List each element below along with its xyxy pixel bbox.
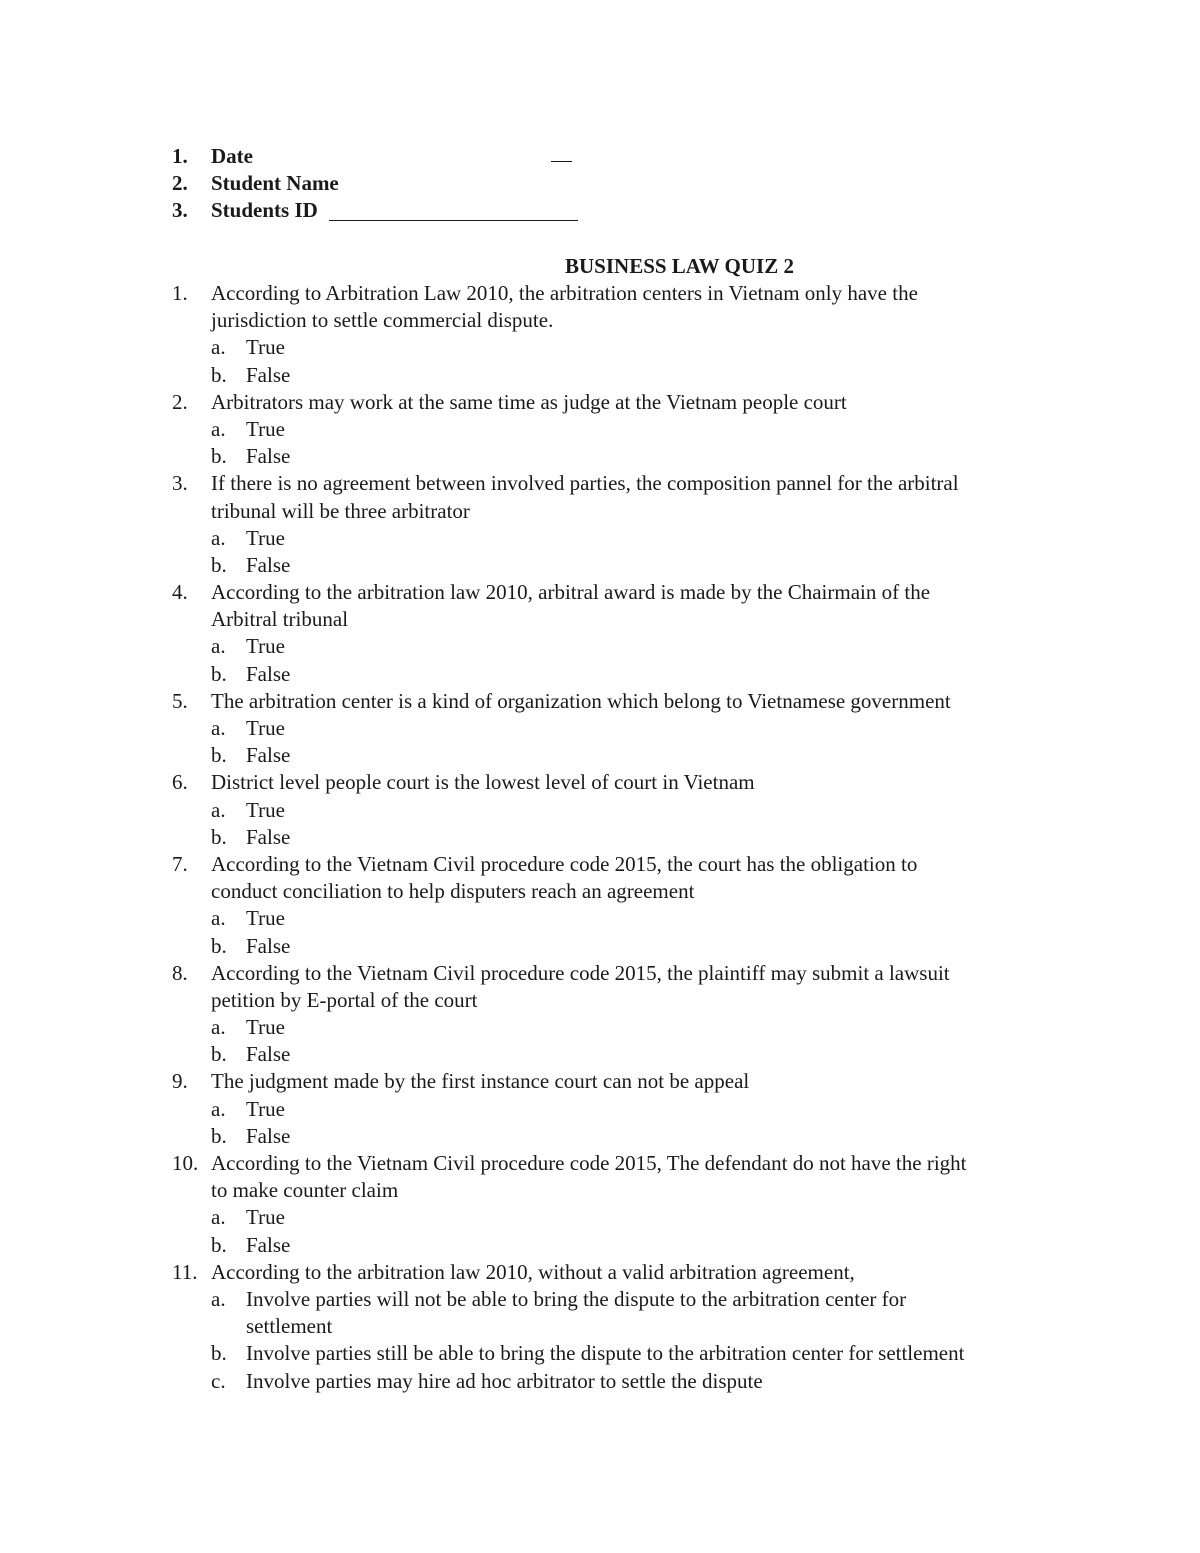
option-text: True <box>246 335 285 360</box>
option-letter: c. <box>211 1368 226 1393</box>
option-text: Involve parties will not be able to bring the dispute to the arbitration center for <box>246 1286 907 1311</box>
question-line <box>172 470 1072 497</box>
question-number: 1. <box>172 281 188 305</box>
answer-option <box>172 1123 1072 1150</box>
answer-option <box>172 362 1072 389</box>
option-letter: b. <box>211 552 227 577</box>
question-line-continued <box>172 307 1072 334</box>
date-label: Date <box>211 144 253 168</box>
option-text: False <box>246 743 291 768</box>
option-letter: b. <box>211 1042 227 1067</box>
question-text: The judgment made by the first instance court can not be appeal <box>211 1069 750 1094</box>
answer-option <box>172 824 1072 851</box>
option-text: True <box>246 797 285 822</box>
question-line <box>172 688 1072 715</box>
question-item <box>172 280 1072 389</box>
answer-option <box>172 1286 1072 1313</box>
option-text: False <box>246 824 291 849</box>
question-number: 10. <box>172 1151 199 1175</box>
question-text: to make counter claim <box>211 1178 399 1203</box>
option-letter: a. <box>211 335 226 360</box>
question-item <box>172 688 1072 770</box>
question-line <box>172 960 1072 987</box>
option-text: settlement <box>246 1314 333 1339</box>
answer-option <box>172 797 1072 824</box>
question-line-continued <box>172 987 1072 1014</box>
question-text: According to the Vietnam Civil procedure code 2015, the court has the obligation to <box>211 851 918 876</box>
answer-option <box>172 552 1072 579</box>
option-letter: a. <box>211 1205 226 1230</box>
answer-option <box>172 661 1072 688</box>
option-text: True <box>246 1205 285 1230</box>
question-text: Arbitrators may work at the same time as judge at the Vietnam people court <box>211 389 847 414</box>
answer-option <box>172 1340 1072 1367</box>
option-text: True <box>246 416 285 441</box>
option-letter: b. <box>211 362 227 387</box>
question-line-continued <box>172 498 1072 525</box>
student-id-label: Students ID <box>211 198 318 222</box>
list-number: 2. <box>172 171 188 195</box>
question-item <box>172 579 1072 688</box>
option-letter: b. <box>211 1232 227 1257</box>
option-letter: a. <box>211 716 226 740</box>
option-text: True <box>246 1015 285 1040</box>
question-number: 3. <box>172 471 188 496</box>
student-name-label: Student Name <box>211 171 339 195</box>
option-letter: a. <box>211 1286 226 1311</box>
answer-option <box>172 1204 1072 1231</box>
option-text: False <box>246 933 291 958</box>
question-line-continued <box>172 606 1072 633</box>
question-number: 9. <box>172 1069 188 1094</box>
answer-option <box>172 525 1072 552</box>
question-text: According to the arbitration law 2010, without a valid arbitration agreement, <box>211 1259 855 1284</box>
list-number: 3. <box>172 198 188 222</box>
quiz-title: BUSINESS LAW QUIZ 2 <box>565 254 794 278</box>
option-letter: b. <box>211 824 227 849</box>
option-text: True <box>246 906 285 931</box>
answer-option <box>172 633 1072 660</box>
answer-option <box>172 416 1072 443</box>
question-line-continued <box>172 1177 1072 1204</box>
question-number: 7. <box>172 851 188 876</box>
question-text: conduct conciliation to help disputers reach an agreement <box>211 879 695 904</box>
question-text: According to the Vietnam Civil procedure code 2015, the plaintiff may submit a lawsuit <box>211 960 950 985</box>
question-number: 6. <box>172 770 188 795</box>
option-letter: b. <box>211 661 227 686</box>
question-text: Arbitral tribunal <box>211 607 349 632</box>
question-line <box>172 579 1072 606</box>
question-text: District level people court is the lowest level of court in Vietnam <box>211 770 755 795</box>
option-letter: a. <box>211 525 226 550</box>
question-text: tribunal will be three arbitrator <box>211 498 470 523</box>
question-item <box>172 389 1072 471</box>
option-text: True <box>246 634 285 659</box>
question-item <box>172 1150 1072 1259</box>
option-text: Involve parties still be able to bring the dispute to the arbitration center for settlement <box>246 1341 965 1366</box>
question-text: According to the Vietnam Civil procedure code 2015, The defendant do not have the right <box>211 1151 967 1175</box>
option-text: False <box>246 552 291 577</box>
question-item <box>172 769 1072 851</box>
option-text: False <box>246 1232 291 1257</box>
option-letter: a. <box>211 1015 226 1040</box>
answer-option <box>172 742 1072 769</box>
option-text: True <box>246 525 285 550</box>
question-text: According to the arbitration law 2010, arbitral award is made by the Chairmain of the <box>211 580 931 605</box>
question-text: jurisdiction to settle commercial dispute. <box>211 308 554 333</box>
question-number: 8. <box>172 960 188 985</box>
question-number: 2. <box>172 389 188 414</box>
answer-option <box>172 905 1072 932</box>
question-item <box>172 470 1072 579</box>
option-text: True <box>246 1096 285 1121</box>
option-letter: a. <box>211 906 226 931</box>
answer-option <box>172 1041 1072 1068</box>
question-line <box>172 1068 1072 1095</box>
question-number: 11. <box>172 1259 198 1284</box>
question-item <box>172 1068 1072 1150</box>
date-blank-line <box>551 161 572 162</box>
answer-option <box>172 1232 1072 1259</box>
question-text: The arbitration center is a kind of organization which belong to Vietnamese government <box>211 688 951 713</box>
answer-option <box>172 933 1072 960</box>
question-item <box>172 1259 1072 1395</box>
option-letter: a. <box>211 1096 226 1121</box>
option-letter: a. <box>211 634 226 659</box>
question-text: According to Arbitration Law 2010, the arbitration centers in Vietnam only have the <box>211 281 918 305</box>
question-line <box>172 851 1072 878</box>
answer-option <box>172 715 1072 742</box>
answer-option <box>172 1368 1072 1395</box>
answer-option <box>172 1014 1072 1041</box>
question-list <box>172 280 1072 1395</box>
question-text: If there is no agreement between involved parties, the composition pannel for the arbitral <box>211 471 959 496</box>
answer-option <box>172 334 1072 361</box>
question-line <box>172 1259 1072 1286</box>
question-text: petition by E-portal of the court <box>211 987 478 1012</box>
option-letter: b. <box>211 933 227 958</box>
answer-option <box>172 1313 1072 1340</box>
option-letter: b. <box>211 1341 227 1366</box>
option-text: False <box>246 362 291 387</box>
question-line <box>172 769 1072 796</box>
question-line <box>172 1150 1072 1177</box>
option-letter: b. <box>211 743 227 768</box>
option-letter: a. <box>211 416 226 441</box>
question-number: 4. <box>172 580 188 605</box>
answer-option <box>172 1096 1072 1123</box>
answer-option <box>172 443 1072 470</box>
option-text: False <box>246 1042 291 1067</box>
option-text: False <box>246 444 291 469</box>
option-text: Involve parties may hire ad hoc arbitrator to settle the dispute <box>246 1368 763 1393</box>
option-text: False <box>246 1123 291 1148</box>
question-item <box>172 960 1072 1069</box>
student-id-blank-line <box>329 220 578 221</box>
option-letter: b. <box>211 1123 227 1148</box>
list-number: 1. <box>172 144 188 168</box>
option-text: True <box>246 716 285 740</box>
question-number: 5. <box>172 688 188 713</box>
question-line <box>172 280 1072 307</box>
question-line <box>172 389 1072 416</box>
question-line-continued <box>172 878 1072 905</box>
option-letter: b. <box>211 444 227 469</box>
question-item <box>172 851 1072 960</box>
option-text: False <box>246 661 291 686</box>
option-letter: a. <box>211 797 226 822</box>
